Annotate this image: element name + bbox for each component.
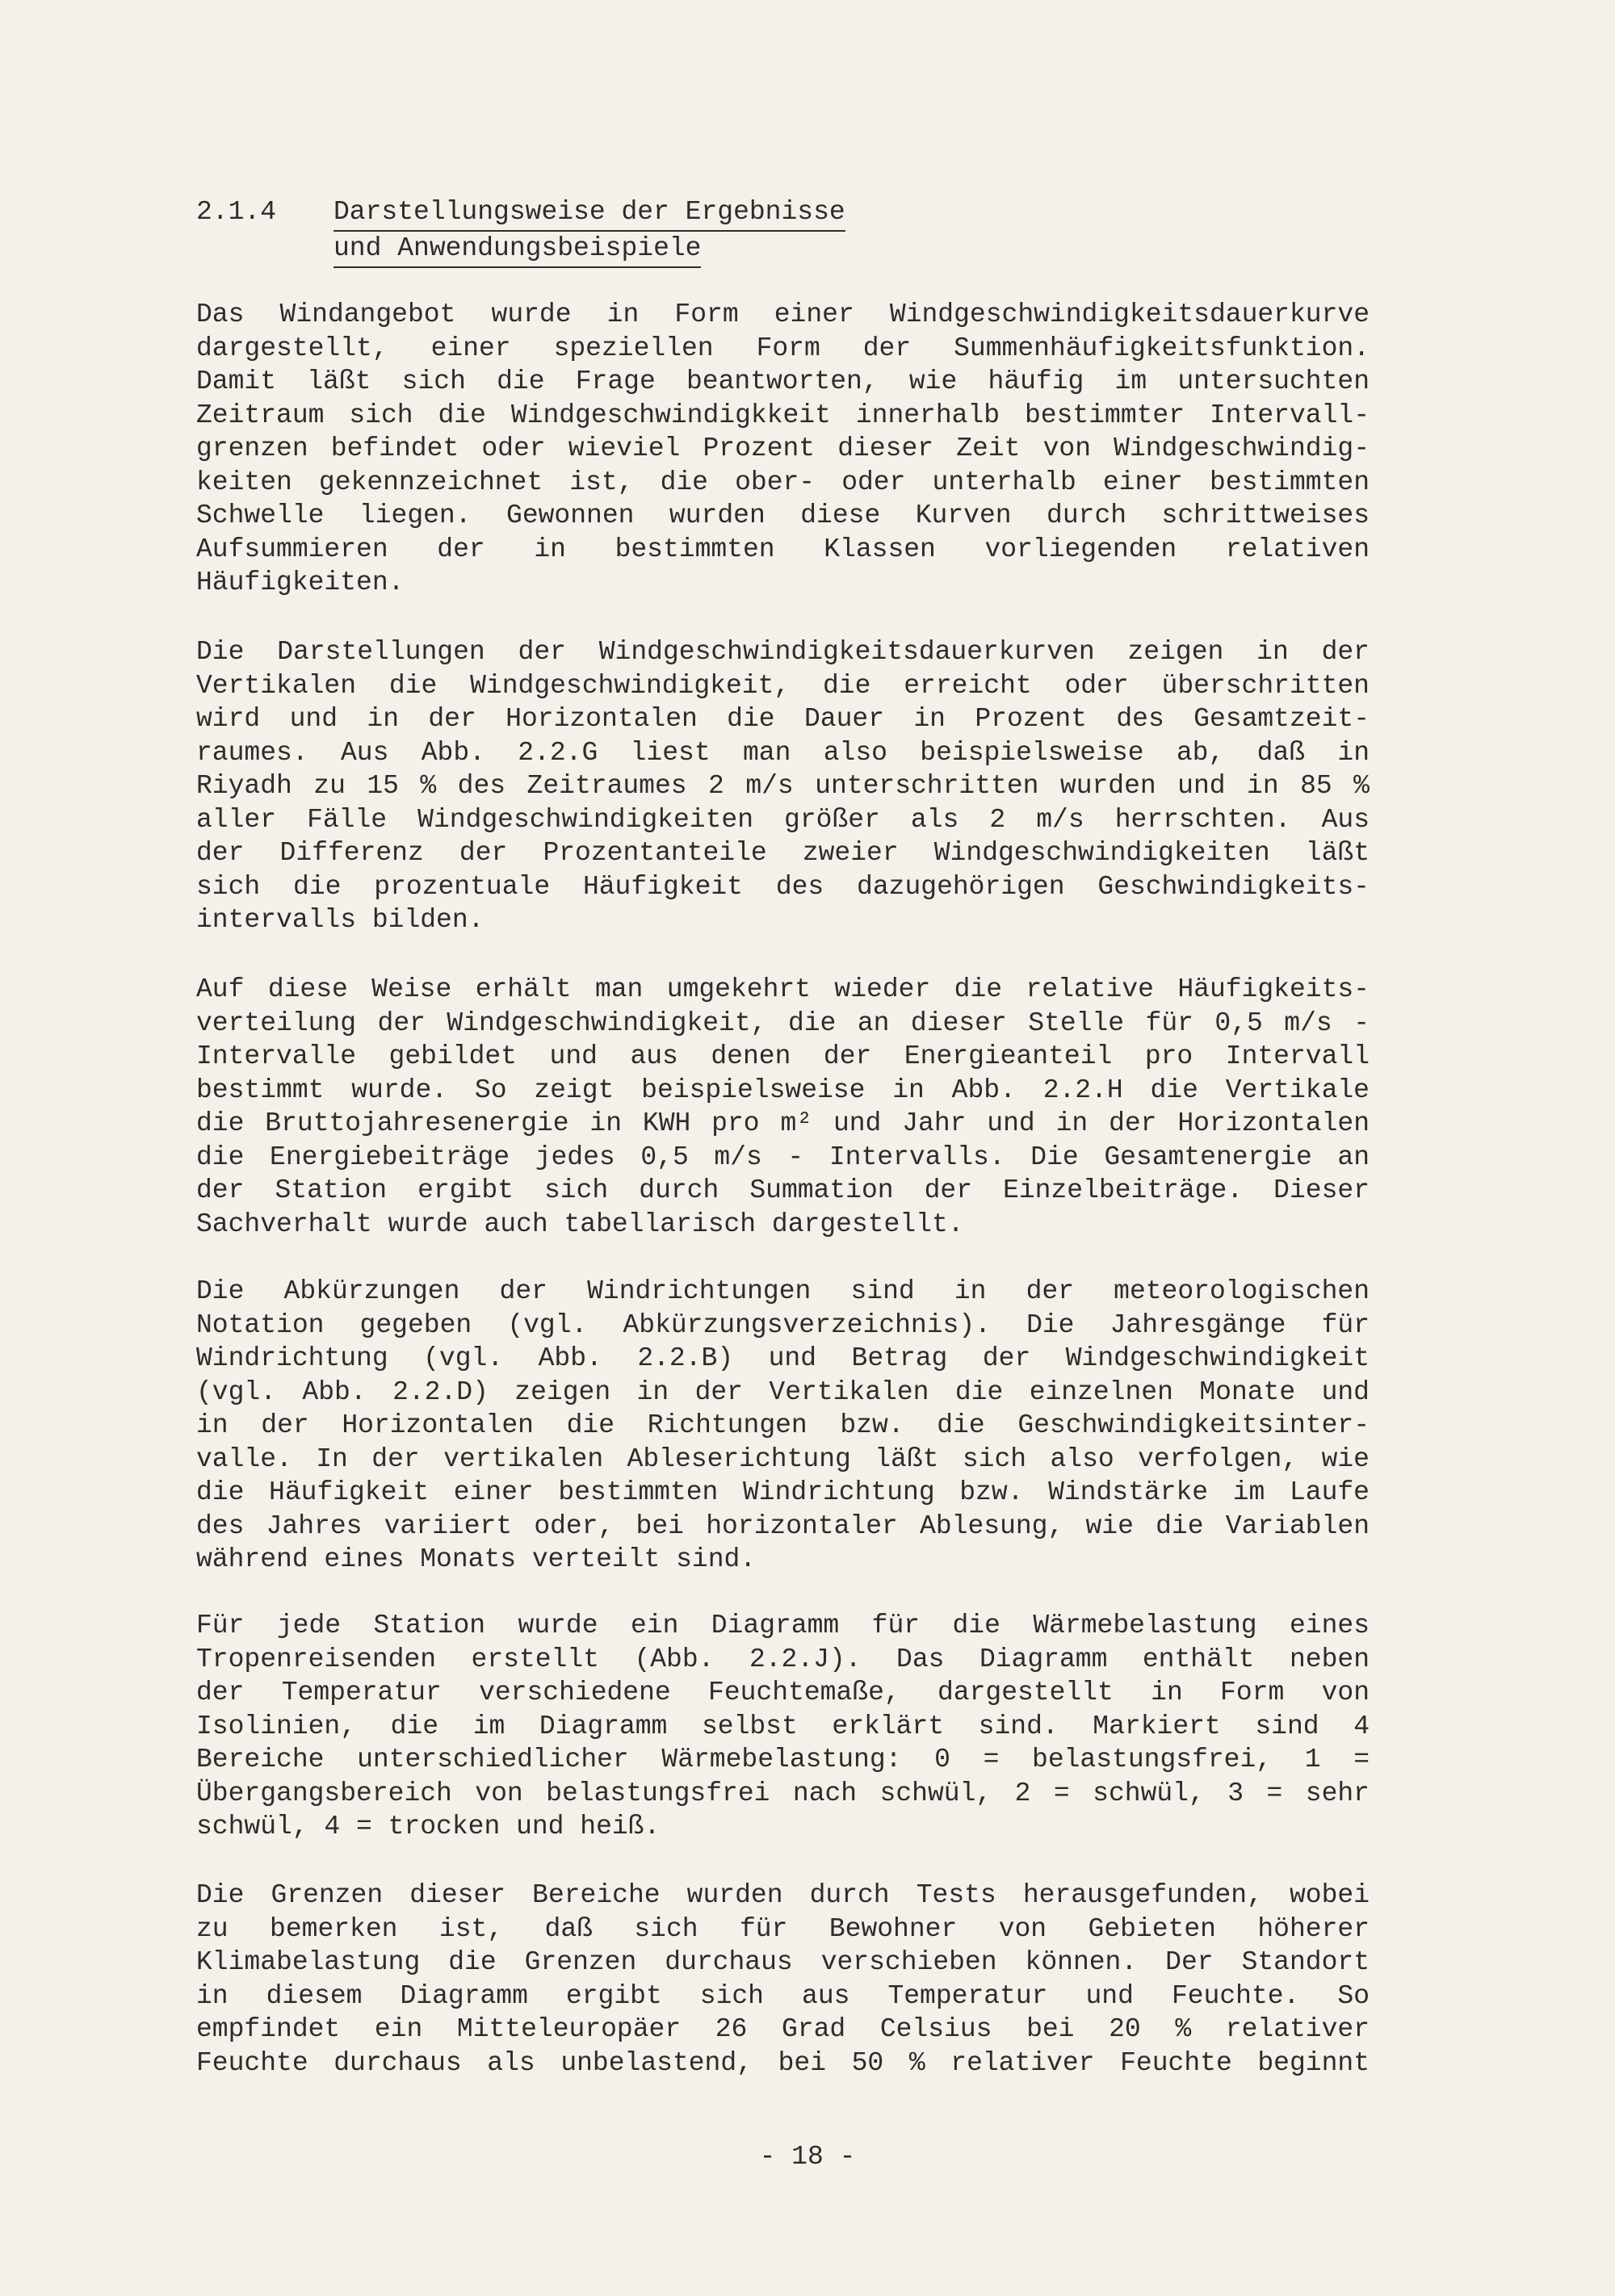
text-line: Aufsummieren der in bestimmten Klassen vorliegenden relativen bbox=[196, 534, 1370, 564]
text-line: Intervalle gebildet und aus denen der Energieanteil pro Intervall bbox=[196, 1041, 1370, 1071]
text-line: der Differenz der Prozentanteile zweier Windgeschwindigkeiten läßt bbox=[196, 838, 1370, 868]
text-line: intervalls bilden. bbox=[196, 905, 484, 935]
text-line: Windrichtung (vgl. Abb. 2.2.B) und Betrag der Windgeschwindigkeit bbox=[196, 1343, 1370, 1373]
text-line: Das Windangebot wurde in Form einer Windgeschwindigkeitsdauerkurve bbox=[196, 300, 1370, 329]
text-line: verteilung der Windgeschwindigkeit, die an dieser Stelle für 0,5 m/s - bbox=[196, 1008, 1370, 1038]
text-line: Isolinien, die im Diagramm selbst erklärt sind. Markiert sind 4 bbox=[196, 1711, 1370, 1741]
text-line: schwül, 4 = trocken und heiß. bbox=[196, 1812, 661, 1841]
text-line: valle. In der vertikalen Ableserichtung läßt sich also verfolgen, wie bbox=[196, 1443, 1370, 1474]
text-line: des Jahres variiert oder, bei horizontaler Ablesung, wie die Variablen bbox=[196, 1510, 1370, 1541]
text-line: Die Grenzen dieser Bereiche wurden durch Tests herausgefunden, wobei bbox=[196, 1880, 1370, 1910]
section-number: 2.1.4 bbox=[196, 197, 277, 227]
text-line: empfindet ein Mitteleuropäer 26 Grad Celsius bei 20 % relativer bbox=[196, 2014, 1370, 2044]
section-title-line-2: und Anwendungsbeispiele bbox=[333, 232, 701, 268]
text-line: wird und in der Horizontalen die Dauer in Prozent des Gesamtzeit- bbox=[196, 704, 1370, 734]
text-line: Klimabelastung die Grenzen durchaus verschieben können. Der Standort bbox=[196, 1947, 1370, 1977]
text-line: keiten gekennzeichnet ist, die ober- oder unterhalb einer bestimmten bbox=[196, 467, 1370, 497]
text-line: Feuchte durchaus als unbelastend, bei 50 % relativer Feuchte beginnt bbox=[196, 2047, 1370, 2078]
text-line: Bereiche unterschiedlicher Wärmebelastung: 0 = belastungsfrei, 1 = bbox=[196, 1745, 1370, 1774]
text-line: Riyadh zu 15 % des Zeitraumes 2 m/s unterschritten wurden und in 85 % bbox=[196, 771, 1370, 801]
text-line: Sachverhalt wurde auch tabellarisch dargestellt. bbox=[196, 1209, 964, 1239]
text-line: Tropenreisenden erstellt (Abb. 2.2.J). Das Diagramm enthält neben bbox=[196, 1644, 1370, 1674]
section-title bbox=[333, 195, 931, 268]
text-line: Die Abkürzungen der Windrichtungen sind in der meteorologischen bbox=[196, 1276, 1370, 1306]
text-line: aller Fälle Windgeschwindigkeiten größer als 2 m/s herrschten. Aus bbox=[196, 804, 1370, 835]
text-line: Schwelle liegen. Gewonnen wurden diese Kurven durch schrittweises bbox=[196, 501, 1370, 530]
text-line: (vgl. Abb. 2.2.D) zeigen in der Vertikalen die einzelnen Monate und bbox=[196, 1376, 1370, 1407]
text-line: die Energiebeiträge jedes 0,5 m/s - Intervalls. Die Gesamtenergie an bbox=[196, 1142, 1370, 1172]
paragraph-1 bbox=[196, 298, 1370, 600]
text-line: in der Horizontalen die Richtungen bzw. die Geschwindigkeitsinter- bbox=[196, 1410, 1370, 1440]
text-line: raumes. Aus Abb. 2.2.G liest man also beispielsweise ab, daß in bbox=[196, 737, 1370, 768]
text-line: während eines Monats verteilt sind. bbox=[196, 1544, 757, 1574]
paragraph-4 bbox=[196, 1275, 1370, 1577]
text-line: der Station ergibt sich durch Summation der Einzelbeiträge. Dieser bbox=[196, 1175, 1370, 1205]
text-line: Übergangsbereich von belastungsfrei nach schwül, 2 = schwül, 3 = sehr bbox=[196, 1778, 1370, 1808]
text-line: der Temperatur verschiedene Feuchtemaße, dargestellt in Form von bbox=[196, 1678, 1370, 1707]
text-line: in diesem Diagramm ergibt sich aus Temperatur und Feuchte. So bbox=[196, 1980, 1370, 2011]
text-line: Vertikalen die Windgeschwindigkeit, die erreicht oder überschritten bbox=[196, 670, 1370, 701]
paragraph-3 bbox=[196, 973, 1370, 1241]
text-line: Häufigkeiten. bbox=[196, 568, 405, 597]
text-line: Notation gegeben (vgl. Abkürzungsverzeichnis). Die Jahresgänge für bbox=[196, 1309, 1370, 1340]
text-line: grenzen befindet oder wieviel Prozent dieser Zeit von Windgeschwindig- bbox=[196, 434, 1370, 463]
text-line: die Bruttojahresenergie in KWH pro m² und Jahr und in der Horizontalen bbox=[196, 1108, 1370, 1138]
text-line: die Häufigkeit einer bestimmten Windrichtung bzw. Windstärke im Laufe bbox=[196, 1477, 1370, 1507]
paragraph-2 bbox=[196, 635, 1370, 937]
section-title-line-1: Darstellungsweise der Ergebnisse bbox=[333, 195, 845, 232]
text-line: Zeitraum sich die Windgeschwindigkkeit innerhalb bestimmter Intervall- bbox=[196, 400, 1370, 430]
text-line: Für jede Station wurde ein Diagramm für die Wärmebelastung eines bbox=[196, 1611, 1370, 1640]
text-line: bestimmt wurde. So zeigt beispielsweise in Abb. 2.2.H die Vertikale bbox=[196, 1075, 1370, 1105]
text-line: dargestellt, einer speziellen Form der Summenhäufigkeitsfunktion. bbox=[196, 333, 1370, 363]
text-line: zu bemerken ist, daß sich für Bewohner von Gebieten höherer bbox=[196, 1913, 1370, 1944]
text-line: Auf diese Weise erhält man umgekehrt wieder die relative Häufigkeits- bbox=[196, 974, 1370, 1004]
page-number: - 18 - bbox=[759, 2142, 856, 2172]
paragraph-6 bbox=[196, 1879, 1370, 2080]
paragraph-5 bbox=[196, 1609, 1370, 1844]
text-line: sich die prozentuale Häufigkeit des dazugehörigen Geschwindigkeits- bbox=[196, 871, 1370, 902]
text-line: Damit läßt sich die Frage beantworten, wie häufig im untersuchten bbox=[196, 367, 1370, 396]
text-line: Die Darstellungen der Windgeschwindigkeitsdauerkurven zeigen in der bbox=[196, 637, 1370, 667]
